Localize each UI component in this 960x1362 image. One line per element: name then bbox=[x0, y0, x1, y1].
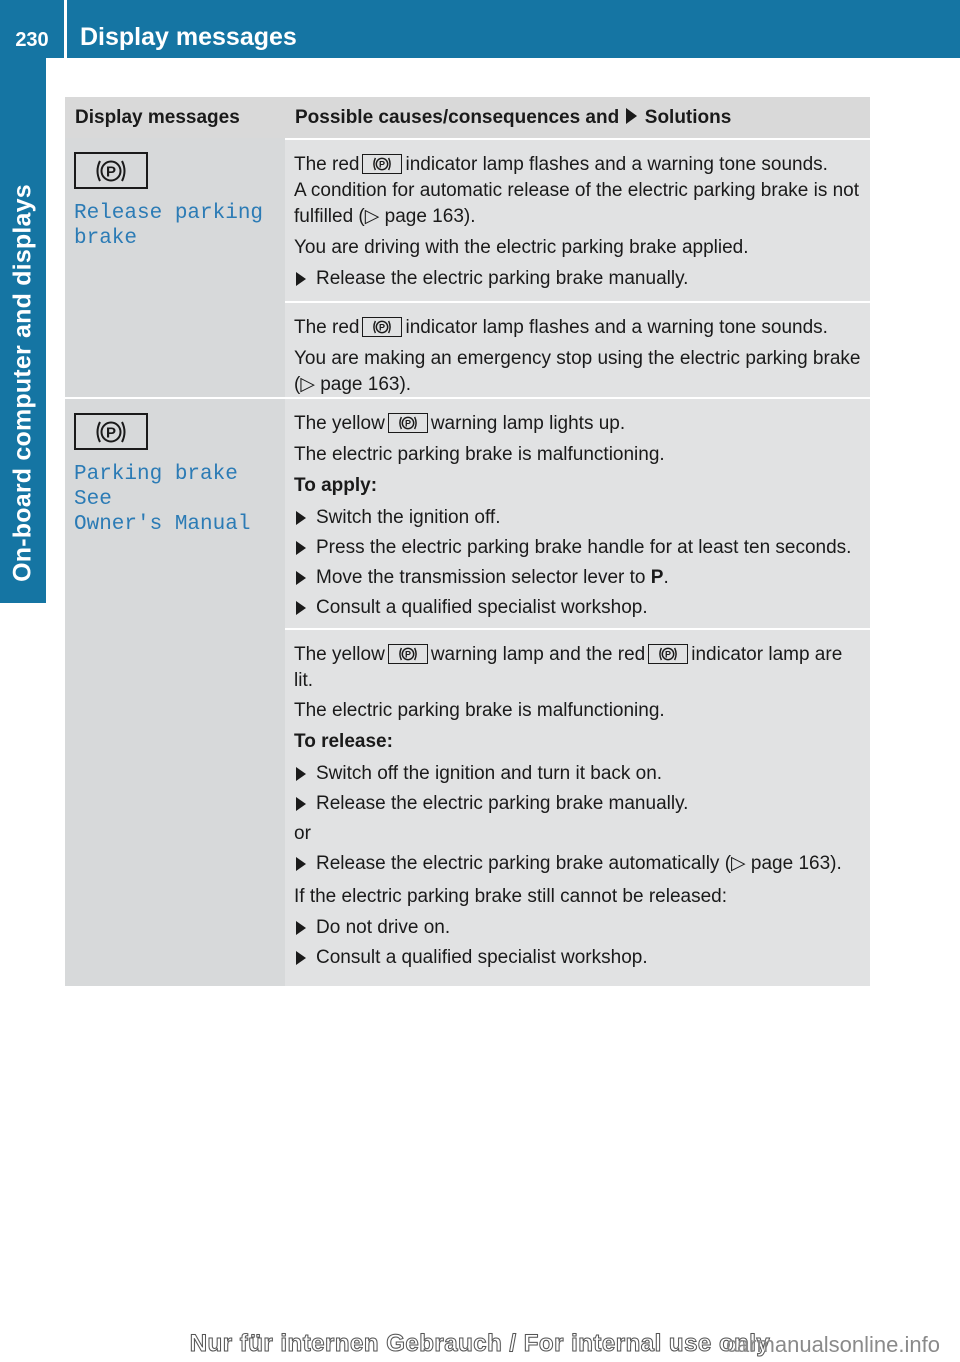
solution-step bbox=[294, 851, 862, 877]
cause-text: The electric parking brake is malfunctioning. bbox=[294, 700, 665, 721]
column-header-causes-prefix: Possible causes/consequences and bbox=[295, 107, 620, 128]
parking-brake-icon bbox=[362, 317, 402, 337]
header-bar bbox=[0, 0, 960, 58]
solution-step-text: Release the electric parking brake automatically (▷ page 163). bbox=[316, 853, 842, 874]
message-cell bbox=[65, 397, 285, 986]
cause-text-part: The yellow bbox=[294, 413, 385, 434]
step-arrow-icon bbox=[296, 601, 306, 615]
parking-brake-icon bbox=[74, 413, 148, 450]
step-arrow-icon bbox=[296, 272, 306, 286]
solution-step-text: Press the electric parking brake handle for at least ten seconds. bbox=[316, 537, 852, 558]
section-tab-label: On-board computer and displays bbox=[8, 184, 37, 582]
solution-step bbox=[294, 791, 862, 817]
solution-step-text: Release the electric parking brake manually. bbox=[316, 268, 689, 289]
page-title: Display messages bbox=[80, 23, 297, 51]
cause-cell bbox=[285, 301, 870, 397]
solution-step-text: Release the electric parking brake manually. bbox=[316, 793, 689, 814]
cause-text-part: warning lamp lights up. bbox=[430, 413, 626, 434]
cause-text-part: indicator lamp flashes and a warning tone sounds. bbox=[405, 154, 828, 175]
cause-text bbox=[294, 642, 862, 694]
solution-step-text: Consult a qualified specialist workshop. bbox=[316, 947, 648, 968]
step-arrow-icon bbox=[296, 571, 306, 585]
column-header-messages: Display messages bbox=[75, 107, 240, 128]
solution-step-text: Do not drive on. bbox=[316, 917, 451, 938]
svg-text:P: P bbox=[379, 322, 386, 333]
parking-brake-icon bbox=[74, 152, 148, 189]
solution-step bbox=[294, 915, 862, 941]
step-text-part: . bbox=[663, 567, 669, 588]
causes-column bbox=[285, 138, 870, 397]
message-cell bbox=[65, 138, 285, 397]
cause-cell bbox=[285, 397, 870, 628]
arrow-icon bbox=[626, 108, 637, 124]
section-heading: To apply: bbox=[294, 475, 378, 496]
svg-text:P: P bbox=[665, 649, 672, 660]
cause-text bbox=[294, 152, 862, 178]
section-heading: To release: bbox=[294, 731, 393, 752]
site-link[interactable]: carmanualsonline.info bbox=[725, 1332, 940, 1357]
cause-text-part: The red bbox=[294, 154, 360, 175]
svg-text:P: P bbox=[404, 418, 411, 429]
solution-step bbox=[294, 505, 862, 531]
selector-position: P bbox=[650, 567, 664, 588]
solution-step-text: Switch the ignition off. bbox=[316, 507, 501, 528]
cause-cell bbox=[285, 138, 870, 301]
step-arrow-icon bbox=[296, 797, 306, 811]
solution-step-text: Consult a qualified specialist workshop. bbox=[316, 597, 648, 618]
step-arrow-icon bbox=[296, 541, 306, 555]
page-number: 230 bbox=[15, 29, 49, 51]
causes-column bbox=[285, 397, 870, 986]
solution-step-text: Switch off the ignition and turn it back on. bbox=[316, 763, 663, 784]
cause-text-part: The red bbox=[294, 317, 360, 338]
display-messages-table bbox=[65, 97, 870, 986]
cause-text: You are making an emergency stop using the electric parking brake (▷ page 163). bbox=[294, 348, 861, 395]
cause-text: You are driving with the electric parking brake applied. bbox=[294, 237, 749, 258]
cause-text bbox=[294, 411, 862, 437]
solution-step bbox=[294, 945, 862, 971]
cause-text bbox=[294, 315, 862, 341]
parking-brake-icon bbox=[388, 413, 428, 433]
step-arrow-icon bbox=[296, 511, 306, 525]
or-separator: or bbox=[294, 823, 311, 844]
step-arrow-icon bbox=[296, 857, 306, 871]
cause-text-part: indicator lamp flashes and a warning tone sounds. bbox=[405, 317, 828, 338]
step-arrow-icon bbox=[296, 767, 306, 781]
cause-text: If the electric parking brake still cannot be released: bbox=[294, 886, 728, 907]
svg-text:P: P bbox=[105, 424, 117, 441]
watermark: Nur für internen Gebrauch / For internal use only bbox=[189, 1330, 771, 1357]
column-header-causes bbox=[285, 97, 870, 138]
parking-brake-icon bbox=[648, 644, 688, 664]
step-text-part: Move the transmission selector lever to bbox=[316, 567, 646, 588]
solution-step bbox=[294, 595, 862, 621]
solution-step bbox=[294, 266, 862, 292]
solution-step-text bbox=[316, 565, 669, 591]
table-row-group bbox=[65, 397, 870, 986]
cause-text-part: The yellow bbox=[294, 644, 385, 665]
table-header-row bbox=[65, 97, 870, 138]
parking-brake-icon bbox=[362, 154, 402, 174]
parking-brake-icon bbox=[388, 644, 428, 664]
cause-text-part: warning lamp and the red bbox=[430, 644, 646, 665]
solution-step bbox=[294, 761, 862, 787]
header-divider bbox=[64, 0, 67, 58]
solution-step bbox=[294, 535, 862, 561]
svg-text:P: P bbox=[404, 649, 411, 660]
table-row-group bbox=[65, 138, 870, 397]
cause-cell bbox=[285, 628, 870, 986]
cause-text: The electric parking brake is malfunctioning. bbox=[294, 444, 665, 465]
step-arrow-icon bbox=[296, 921, 306, 935]
svg-text:P: P bbox=[379, 159, 386, 170]
display-message-text: Parking brake See Owner's Manual bbox=[74, 463, 251, 536]
step-arrow-icon bbox=[296, 951, 306, 965]
svg-text:P: P bbox=[105, 163, 117, 180]
cause-text: A condition for automatic release of the electric parking brake is not fulfilled (▷ page 163). bbox=[294, 180, 860, 227]
solution-step bbox=[294, 565, 862, 591]
section-tab bbox=[0, 58, 46, 603]
display-message-text: Release parking brake bbox=[74, 202, 264, 250]
column-header-causes-suffix: Solutions bbox=[644, 107, 732, 128]
cause-text-part: indicator lamp are lit. bbox=[294, 644, 843, 691]
